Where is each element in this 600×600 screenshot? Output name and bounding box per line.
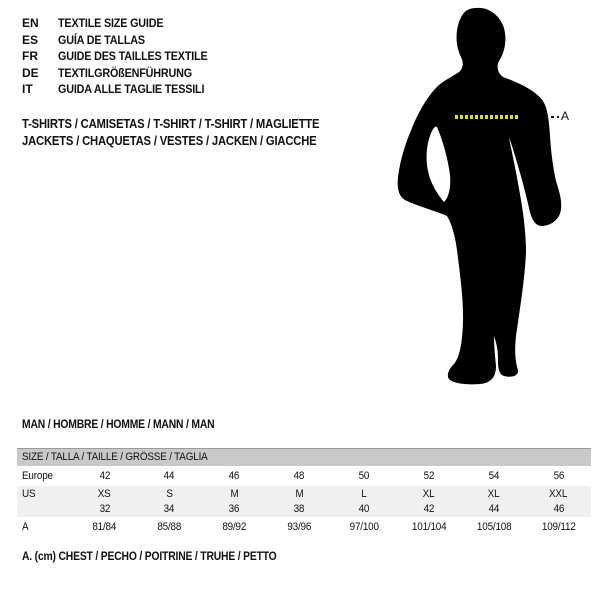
- man-silhouette: [398, 8, 562, 384]
- footnote-text: A. (cm) CHEST / PECHO / POITRINE / TRUHE / PETTO: [22, 551, 277, 563]
- size-value-text: 32: [99, 503, 110, 515]
- size-value-text: M: [295, 488, 304, 500]
- section-title-text: MAN / HOMBRE / HOMME / MANN / MAN: [22, 419, 215, 431]
- size-value: [202, 517, 267, 537]
- size-value-text: 85/88: [157, 521, 182, 533]
- size-value: [461, 486, 526, 502]
- lang-label: TEXTILE SIZE GUIDE: [58, 16, 164, 30]
- size-value-text: XL: [487, 488, 500, 500]
- row-label: [17, 502, 72, 517]
- lang-row-de: [22, 65, 224, 82]
- size-value-text: 52: [423, 470, 435, 482]
- category-tshirts: T-SHIRTS / CAMISETAS / T-SHIRT / T-SHIRT / MAGLIETTE: [22, 117, 320, 131]
- lang-row-it: [22, 81, 224, 98]
- size-value: [202, 466, 267, 486]
- size-value-text: 42: [99, 470, 110, 482]
- size-value-text: M: [230, 488, 239, 500]
- row-label-text: A: [22, 521, 29, 533]
- size-value-text: 81/84: [92, 521, 117, 533]
- size-value-text: 48: [293, 470, 305, 482]
- lang-label: GUIDA ALLE TAGLIE TESSILI: [58, 82, 205, 96]
- size-value-text: 34: [163, 503, 175, 515]
- size-value: [396, 486, 461, 502]
- size-table-header-text: SIZE / TALLA / TAILLE / GRÖSSE / TAGLIA: [22, 451, 208, 463]
- size-value-text: 54: [488, 470, 500, 482]
- size-value-text: 38: [293, 503, 305, 515]
- size-value-text: L: [361, 488, 367, 500]
- lang-row-en: [22, 15, 224, 32]
- size-value-text: 105/108: [476, 521, 511, 533]
- table-row: [17, 466, 591, 486]
- size-value: [332, 486, 397, 502]
- lang-row-es: [22, 32, 224, 49]
- size-table-header: [17, 448, 591, 466]
- size-value: [137, 486, 202, 502]
- size-value: [461, 517, 526, 537]
- lang-label: GUIDE DES TAILLES TEXTILE: [58, 49, 208, 63]
- size-value-text: 101/104: [411, 521, 447, 533]
- lang-code: FR: [22, 49, 38, 63]
- language-list: [22, 15, 224, 98]
- row-label-text: US: [22, 488, 36, 500]
- table-row: [17, 486, 591, 502]
- size-value: [526, 502, 591, 517]
- size-value: [202, 502, 267, 517]
- category-jackets: JACKETS / CHAQUETAS / VESTES / JACKEN / GIACCHE: [22, 134, 317, 148]
- size-value: [202, 486, 267, 502]
- size-value-text: S: [166, 488, 173, 500]
- lang-label: TEXTILGRÖßENFÜHRUNG: [58, 65, 192, 80]
- size-value-text: 44: [163, 470, 175, 482]
- table-row: [17, 517, 591, 537]
- section-title: [22, 419, 236, 431]
- size-value: [396, 466, 461, 486]
- man-silhouette-figure: [395, 0, 575, 395]
- size-value: [267, 517, 332, 537]
- size-value-text: 89/92: [222, 521, 247, 533]
- size-value-text: 50: [358, 470, 370, 482]
- size-value: [526, 486, 591, 502]
- size-value: [396, 517, 461, 537]
- lang-code: IT: [22, 82, 33, 96]
- table-row: [17, 502, 591, 517]
- size-value-text: 109/112: [541, 521, 576, 533]
- size-value-text: XXL: [549, 488, 568, 500]
- row-label: [17, 486, 72, 502]
- size-value: [72, 517, 137, 537]
- size-value-text: 46: [228, 470, 240, 482]
- size-value: [72, 486, 137, 502]
- lang-code: EN: [22, 16, 39, 30]
- size-value-text: 42: [423, 503, 435, 515]
- size-value: [72, 502, 137, 517]
- size-value: [267, 466, 332, 486]
- size-value: [332, 502, 397, 517]
- size-value: [461, 502, 526, 517]
- size-value: [332, 466, 397, 486]
- measure-label-a: A: [561, 109, 570, 123]
- category-lines: [22, 116, 352, 150]
- size-value: [72, 466, 137, 486]
- footnote: [22, 551, 305, 563]
- size-value-text: XS: [98, 488, 111, 500]
- size-value: [267, 486, 332, 502]
- row-label: [17, 517, 72, 537]
- size-value: [526, 466, 591, 486]
- size-value: [396, 502, 461, 517]
- size-value: [137, 466, 202, 486]
- size-value: [137, 517, 202, 537]
- lang-label: GUÍA DE TALLAS: [58, 32, 145, 47]
- size-value-text: 36: [228, 503, 240, 515]
- size-value: [332, 517, 397, 537]
- size-value-text: 40: [358, 503, 370, 515]
- row-label-text: Europe: [22, 470, 53, 482]
- lang-code: ES: [22, 32, 39, 47]
- lang-row-fr: [22, 48, 224, 65]
- size-value-text: 97/100: [349, 521, 379, 533]
- size-value-text: 46: [553, 503, 564, 515]
- size-value: [137, 502, 202, 517]
- size-table: [17, 448, 591, 537]
- size-value-text: 44: [488, 503, 500, 515]
- size-value: [461, 466, 526, 486]
- size-value: [267, 502, 332, 517]
- lang-code: DE: [22, 65, 39, 80]
- size-value-text: XL: [422, 488, 435, 500]
- size-table-rows: [17, 466, 591, 537]
- size-value-text: 93/96: [287, 521, 312, 533]
- size-value-text: 56: [553, 470, 564, 482]
- size-value: [526, 517, 591, 537]
- row-label: [17, 466, 72, 486]
